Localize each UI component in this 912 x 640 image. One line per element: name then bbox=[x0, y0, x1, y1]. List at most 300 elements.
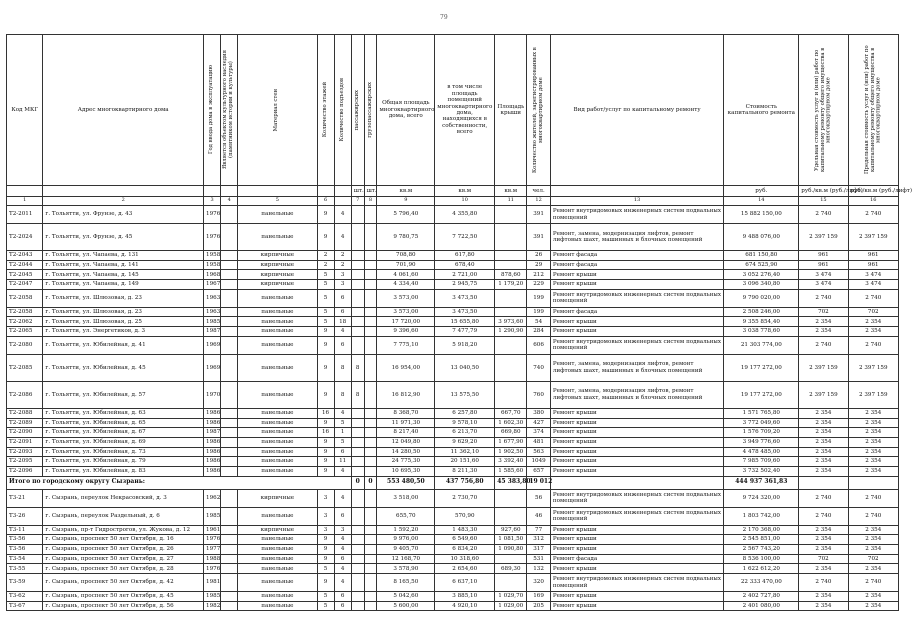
subtotal-empty bbox=[848, 476, 898, 489]
cell-code: Т3-67 bbox=[7, 601, 43, 611]
cell-code: Т2-2058 bbox=[7, 289, 43, 307]
cell-elev-cargo bbox=[364, 224, 377, 251]
cell-max-cost: 2 740 bbox=[848, 489, 898, 507]
cell-wall: панельные bbox=[238, 224, 317, 251]
cell-elev-pass bbox=[351, 545, 364, 555]
cell-wall: панельные bbox=[238, 437, 317, 447]
cell-work-type: Ремонт внутридомовых инженерных систем подвальных помещений bbox=[550, 489, 723, 507]
col-elev-cargo: грузопассажирских bbox=[364, 35, 377, 186]
table-row bbox=[7, 437, 899, 447]
cell-heritage bbox=[221, 280, 238, 290]
table-row bbox=[7, 260, 899, 270]
cell-address: г. Сызрань, проспект 50 лет Октября, д. 16 bbox=[43, 535, 204, 545]
cell-work-type: Ремонт крыши bbox=[550, 466, 723, 476]
units-cell-max-cost: руб./кв.м (руб./лифт) bbox=[848, 186, 898, 197]
cell-unit-cost: 2 740 bbox=[799, 507, 848, 525]
cell-elev-pass bbox=[351, 408, 364, 418]
index-cell-roof-area: 11 bbox=[495, 197, 527, 206]
cell-elev-pass bbox=[351, 574, 364, 592]
cell-year: 1976 bbox=[204, 564, 221, 574]
cell-wall: панельные bbox=[238, 574, 317, 592]
cell-elev-pass bbox=[351, 554, 364, 564]
cell-code: Т2-2095 bbox=[7, 457, 43, 467]
cell-res-area: 2 945,75 bbox=[435, 280, 495, 290]
cell-total-area: 3 573,00 bbox=[377, 307, 435, 317]
col-unit-cost: Удельная стоимость услуг и (или) работ по капитальному ремонту общего имущества в многоквартирном доме bbox=[799, 35, 848, 186]
cell-total-area: 3 518,00 bbox=[377, 489, 435, 507]
cell-unit-cost: 2 397 159 bbox=[799, 354, 848, 381]
cell-entrances: 4 bbox=[334, 224, 351, 251]
table-row bbox=[7, 307, 899, 317]
cell-year: 1986 bbox=[204, 457, 221, 467]
cell-floors: 5 bbox=[317, 592, 334, 602]
cell-elev-pass bbox=[351, 437, 364, 447]
cell-roof-area: 3 973,60 bbox=[495, 317, 527, 327]
cell-residents: 531 bbox=[527, 554, 551, 564]
units-cell-floors bbox=[317, 186, 334, 197]
cell-work-type: Ремонт внутридомовых инженерных систем подвальных помещений bbox=[550, 206, 723, 224]
cell-address: г. Тольятти, ул. Фрунзе, д. 43 bbox=[43, 206, 204, 224]
cell-roof-area: 1 029,00 bbox=[495, 601, 527, 611]
cell-res-area: 2 730,70 bbox=[435, 489, 495, 507]
cell-max-cost: 3 474 bbox=[848, 280, 898, 290]
cell-year: 1967 bbox=[204, 280, 221, 290]
cell-code: Т2-2044 bbox=[7, 260, 43, 270]
cell-code: Т2-2089 bbox=[7, 418, 43, 428]
cell-wall: кирпичные bbox=[238, 260, 317, 270]
cell-wall: кирпичные bbox=[238, 251, 317, 261]
cell-address: г. Сызрань, проспект 50 лет Октября, д. 28 bbox=[43, 564, 204, 574]
cell-heritage bbox=[221, 327, 238, 337]
cell-cost: 22 333 470,00 bbox=[724, 574, 799, 592]
cell-work-type: Ремонт, замена, модернизация лифтов, ремонт лифтовых шахт, машинных и блочных помещений bbox=[550, 381, 723, 408]
cell-unit-cost: 2 354 bbox=[799, 428, 848, 438]
subtotal-label: Итого по городскому округу Сызрань: bbox=[7, 476, 352, 489]
cell-floors: 9 bbox=[317, 437, 334, 447]
cell-unit-cost: 3 474 bbox=[799, 280, 848, 290]
col-wall: Материал стен bbox=[238, 35, 317, 186]
cell-elev-cargo bbox=[364, 381, 377, 408]
cell-work-type: Ремонт крыши bbox=[550, 601, 723, 611]
cell-heritage bbox=[221, 574, 238, 592]
subtotal-residents: 19 012 bbox=[527, 476, 551, 489]
cell-heritage bbox=[221, 564, 238, 574]
cell-elev-pass bbox=[351, 457, 364, 467]
units-cell-work-type bbox=[550, 186, 723, 197]
cell-entrances: 4 bbox=[334, 408, 351, 418]
cell-wall: панельные bbox=[238, 418, 317, 428]
cell-residents: 427 bbox=[527, 418, 551, 428]
cell-work-type: Ремонт крыши bbox=[550, 428, 723, 438]
cell-heritage bbox=[221, 224, 238, 251]
cell-total-area: 24 775,30 bbox=[377, 457, 435, 467]
cell-max-cost: 2 397 159 bbox=[848, 354, 898, 381]
cell-year: 1958 bbox=[204, 251, 221, 261]
col-entrances: Количество подъездов bbox=[334, 35, 351, 186]
cell-cost: 674 525,90 bbox=[724, 260, 799, 270]
cell-cost: 1 571 765,80 bbox=[724, 408, 799, 418]
cell-heritage bbox=[221, 260, 238, 270]
cell-res-area: 6 834,20 bbox=[435, 545, 495, 555]
cell-residents: 563 bbox=[527, 447, 551, 457]
cell-entrances: 3 bbox=[334, 525, 351, 535]
cell-elev-pass bbox=[351, 280, 364, 290]
cell-total-area: 9 396,60 bbox=[377, 327, 435, 337]
cell-code: Т3-56 bbox=[7, 535, 43, 545]
cell-code: Т3-11 bbox=[7, 525, 43, 535]
cell-address: г. Тольятти, ул. Фрунзе, д. 45 bbox=[43, 224, 204, 251]
units-cell-residents: чел. bbox=[527, 186, 551, 197]
cell-wall: панельные bbox=[238, 545, 317, 555]
cell-entrances: 6 bbox=[334, 592, 351, 602]
cell-elev-pass bbox=[351, 289, 364, 307]
cell-heritage bbox=[221, 535, 238, 545]
cell-total-area: 16 954,00 bbox=[377, 354, 435, 381]
cell-heritage bbox=[221, 354, 238, 381]
cell-cost: 1 576 709,20 bbox=[724, 428, 799, 438]
table-row bbox=[7, 317, 899, 327]
cell-elev-pass bbox=[351, 251, 364, 261]
cell-floors: 9 bbox=[317, 206, 334, 224]
cell-max-cost: 961 bbox=[848, 260, 898, 270]
cell-residents: 740 bbox=[527, 354, 551, 381]
cell-roof-area: 3 392,40 bbox=[495, 457, 527, 467]
index-cell-total-area: 9 bbox=[377, 197, 435, 206]
cell-unit-cost: 2 354 bbox=[799, 601, 848, 611]
col-residents: Количество жителей, зарегистрированных в многоквартирном доме bbox=[527, 35, 551, 186]
table-row bbox=[7, 270, 899, 280]
cell-elev-pass bbox=[351, 317, 364, 327]
cell-total-area: 4 334,40 bbox=[377, 280, 435, 290]
cell-floors: 9 bbox=[317, 327, 334, 337]
cell-residents: 374 bbox=[527, 428, 551, 438]
cell-floors: 5 bbox=[317, 601, 334, 611]
cell-res-area: 6 637,10 bbox=[435, 574, 495, 592]
cell-elev-cargo bbox=[364, 307, 377, 317]
cell-roof-area bbox=[495, 507, 527, 525]
cell-elev-pass bbox=[351, 206, 364, 224]
cell-max-cost: 2 740 bbox=[848, 507, 898, 525]
cell-address: г. Сызрань, пр-т Гидрострогов, ул. Жукова, д. 12 bbox=[43, 525, 204, 535]
cell-floors: 9 bbox=[317, 535, 334, 545]
table-row bbox=[7, 381, 899, 408]
cell-residents: 132 bbox=[527, 564, 551, 574]
cell-code: Т2-2090 bbox=[7, 428, 43, 438]
cell-floors: 5 bbox=[317, 280, 334, 290]
cell-entrances: 5 bbox=[334, 437, 351, 447]
cell-res-area: 2 654,60 bbox=[435, 564, 495, 574]
table-row bbox=[7, 428, 899, 438]
cell-elev-pass bbox=[351, 428, 364, 438]
cell-work-type: Ремонт внутридомовых инженерных систем подвальных помещений bbox=[550, 289, 723, 307]
cell-work-type: Ремонт крыши bbox=[550, 280, 723, 290]
index-cell-max-cost: 16 bbox=[848, 197, 898, 206]
cell-elev-cargo bbox=[364, 466, 377, 476]
cell-code: Т2-2045 bbox=[7, 270, 43, 280]
cell-code: Т2-2088 bbox=[7, 408, 43, 418]
cell-elev-cargo bbox=[364, 408, 377, 418]
cell-heritage bbox=[221, 428, 238, 438]
col-cost: Стоимость капитального ремонта bbox=[724, 35, 799, 186]
cell-wall: панельные bbox=[238, 554, 317, 564]
cell-roof-area bbox=[495, 336, 527, 354]
cell-res-area: 678,40 bbox=[435, 260, 495, 270]
cell-residents: 56 bbox=[527, 489, 551, 507]
cell-cost: 3 038 778,60 bbox=[724, 327, 799, 337]
cell-max-cost: 2 397 159 bbox=[848, 381, 898, 408]
cell-heritage bbox=[221, 206, 238, 224]
cell-unit-cost: 2 740 bbox=[799, 574, 848, 592]
cell-work-type: Ремонт фасада bbox=[550, 307, 723, 317]
cell-year: 1987 bbox=[204, 327, 221, 337]
cell-floors: 16 bbox=[317, 408, 334, 418]
cell-max-cost: 2 354 bbox=[848, 601, 898, 611]
cell-work-type: Ремонт крыши bbox=[550, 437, 723, 447]
cell-total-area: 655,70 bbox=[377, 507, 435, 525]
table-row bbox=[7, 206, 899, 224]
cell-address: г. Тольятти, ул. Юбилейная, д. 83 bbox=[43, 466, 204, 476]
col-max-cost: Предельная стоимость услуг и (или) работ по капитальному ремонту общего имущества в многоквартирном доме bbox=[848, 35, 898, 186]
cell-entrances: 3 bbox=[334, 270, 351, 280]
cell-residents: 391 bbox=[527, 224, 551, 251]
cell-roof-area bbox=[495, 381, 527, 408]
cell-residents: 312 bbox=[527, 535, 551, 545]
index-cell-address: 2 bbox=[43, 197, 204, 206]
cell-roof-area bbox=[495, 224, 527, 251]
cell-elev-cargo bbox=[364, 447, 377, 457]
cell-heritage bbox=[221, 525, 238, 535]
cell-res-area: 8 211,30 bbox=[435, 466, 495, 476]
cell-entrances: 6 bbox=[334, 336, 351, 354]
cell-roof-area: 878,60 bbox=[495, 270, 527, 280]
table-row bbox=[7, 592, 899, 602]
cell-max-cost: 2 354 bbox=[848, 525, 898, 535]
cell-wall: панельные bbox=[238, 564, 317, 574]
cell-floors: 9 bbox=[317, 224, 334, 251]
units-cell-cost: руб. bbox=[724, 186, 799, 197]
table-row bbox=[7, 447, 899, 457]
cell-address: г. Тольятти, ул. Чапаева, д. 145 bbox=[43, 270, 204, 280]
cell-elev-pass bbox=[351, 260, 364, 270]
cell-elev-pass bbox=[351, 224, 364, 251]
cell-elev-cargo bbox=[364, 251, 377, 261]
cell-unit-cost: 2 354 bbox=[799, 408, 848, 418]
cell-wall: панельные bbox=[238, 447, 317, 457]
cell-code: Т3-56 bbox=[7, 545, 43, 555]
cell-entrances: 4 bbox=[334, 206, 351, 224]
table-row bbox=[7, 327, 899, 337]
cell-elev-cargo bbox=[364, 457, 377, 467]
cell-address: г. Тольятти, ул. Чапаева, д. 149 bbox=[43, 280, 204, 290]
cell-heritage bbox=[221, 545, 238, 555]
cell-residents: 481 bbox=[527, 437, 551, 447]
cell-roof-area bbox=[495, 354, 527, 381]
cell-entrances: 1 bbox=[334, 428, 351, 438]
cell-wall: кирпичные bbox=[238, 525, 317, 535]
cell-elev-pass bbox=[351, 507, 364, 525]
subtotal-elev-cargo: 0 bbox=[364, 476, 377, 489]
cell-max-cost: 702 bbox=[848, 307, 898, 317]
cell-cost: 9 488 076,00 bbox=[724, 224, 799, 251]
cell-elev-cargo bbox=[364, 601, 377, 611]
table-row bbox=[7, 224, 899, 251]
cell-unit-cost: 2 740 bbox=[799, 336, 848, 354]
cell-residents: 29 bbox=[527, 260, 551, 270]
cell-year: 1968 bbox=[204, 270, 221, 280]
cell-entrances: 6 bbox=[334, 601, 351, 611]
index-cell-work-type: 13 bbox=[550, 197, 723, 206]
cell-unit-cost: 2 354 bbox=[799, 457, 848, 467]
cell-work-type: Ремонт крыши bbox=[550, 457, 723, 467]
units-cell-heritage bbox=[221, 186, 238, 197]
cell-address: г. Тольятти, ул. Юбилейная, д. 73 bbox=[43, 447, 204, 457]
cell-elev-cargo bbox=[364, 545, 377, 555]
cell-cost: 19 177 272,00 bbox=[724, 354, 799, 381]
cell-total-area: 1 592,20 bbox=[377, 525, 435, 535]
index-row bbox=[7, 197, 899, 206]
cell-max-cost: 2 354 bbox=[848, 592, 898, 602]
cell-unit-cost: 3 474 bbox=[799, 270, 848, 280]
cell-code: Т2-2065 bbox=[7, 327, 43, 337]
cell-res-area: 6 257,80 bbox=[435, 408, 495, 418]
cell-work-type: Ремонт крыши bbox=[550, 535, 723, 545]
cell-residents: 229 bbox=[527, 280, 551, 290]
cell-address: г. Тольятти, ул. Энергетиков, д. 3 bbox=[43, 327, 204, 337]
header-row bbox=[7, 35, 899, 186]
cell-year: 1958 bbox=[204, 260, 221, 270]
cell-unit-cost: 2 354 bbox=[799, 466, 848, 476]
cell-unit-cost: 2 354 bbox=[799, 437, 848, 447]
cell-cost: 2 170 368,00 bbox=[724, 525, 799, 535]
cell-cost: 1 622 612,20 bbox=[724, 564, 799, 574]
cell-entrances: 6 bbox=[334, 307, 351, 317]
subtotal-empty bbox=[799, 476, 848, 489]
cell-year: 1987 bbox=[204, 428, 221, 438]
cell-cost: 8 536 100,00 bbox=[724, 554, 799, 564]
cell-total-area: 11 971,30 bbox=[377, 418, 435, 428]
cell-total-area: 5 796,40 bbox=[377, 206, 435, 224]
cell-wall: панельные bbox=[238, 592, 317, 602]
subtotal-res-area: 437 756,80 bbox=[435, 476, 495, 489]
table-row bbox=[7, 457, 899, 467]
cell-code: Т3-59 bbox=[7, 574, 43, 592]
units-cell-elev-pass: шт. bbox=[351, 186, 364, 197]
cell-floors: 9 bbox=[317, 336, 334, 354]
cell-entrances: 6 bbox=[334, 289, 351, 307]
cell-total-area: 9 405,70 bbox=[377, 545, 435, 555]
cell-entrances: 2 bbox=[334, 251, 351, 261]
cell-residents: 199 bbox=[527, 307, 551, 317]
cell-total-area: 5 042,60 bbox=[377, 592, 435, 602]
cell-unit-cost: 702 bbox=[799, 307, 848, 317]
cell-cost: 3 096 340,80 bbox=[724, 280, 799, 290]
cell-address: г. Сызрань, проспект 50 лет Октября, д. 42 bbox=[43, 574, 204, 592]
cell-unit-cost: 2 354 bbox=[799, 592, 848, 602]
cell-residents: 391 bbox=[527, 206, 551, 224]
cell-code: Т2-2058 bbox=[7, 307, 43, 317]
cell-address: г. Сызрань, проспект 50 лет Октября, д. 45 bbox=[43, 592, 204, 602]
cell-cost: 9 355 854,40 bbox=[724, 317, 799, 327]
cell-res-area: 9 629,20 bbox=[435, 437, 495, 447]
cell-res-area: 15 655,80 bbox=[435, 317, 495, 327]
cell-roof-area: 927,60 bbox=[495, 525, 527, 535]
cell-address: г. Тольятти, ул. Чапаева, д. 141 bbox=[43, 260, 204, 270]
index-cell-res-area: 10 bbox=[435, 197, 495, 206]
table-row bbox=[7, 554, 899, 564]
cell-max-cost: 2 354 bbox=[848, 447, 898, 457]
cell-year: 1986 bbox=[204, 466, 221, 476]
cell-residents: 54 bbox=[527, 317, 551, 327]
cell-elev-cargo bbox=[364, 564, 377, 574]
table-row bbox=[7, 280, 899, 290]
cell-work-type: Ремонт крыши bbox=[550, 592, 723, 602]
cell-total-area: 708,80 bbox=[377, 251, 435, 261]
cell-year: 1962 bbox=[204, 489, 221, 507]
cell-unit-cost: 2 740 bbox=[799, 289, 848, 307]
cell-heritage bbox=[221, 336, 238, 354]
cell-code: Т2-2086 bbox=[7, 381, 43, 408]
cell-floors: 16 bbox=[317, 428, 334, 438]
cell-work-type: Ремонт фасада bbox=[550, 554, 723, 564]
cell-total-area: 3 578,90 bbox=[377, 564, 435, 574]
cell-max-cost: 2 354 bbox=[848, 317, 898, 327]
cell-wall: панельные bbox=[238, 428, 317, 438]
cell-code: Т3-62 bbox=[7, 592, 43, 602]
cell-code: Т2-2091 bbox=[7, 437, 43, 447]
cell-elev-cargo bbox=[364, 592, 377, 602]
cell-elev-pass bbox=[351, 327, 364, 337]
col-year: Год ввода дома в эксплуатацию bbox=[204, 35, 221, 186]
units-cell-address bbox=[43, 186, 204, 197]
cell-roof-area: 1 029,70 bbox=[495, 592, 527, 602]
table-row bbox=[7, 525, 899, 535]
cell-total-area: 701,90 bbox=[377, 260, 435, 270]
table-row bbox=[7, 564, 899, 574]
cell-work-type: Ремонт внутридомовых инженерных систем подвальных помещений bbox=[550, 336, 723, 354]
cell-elev-cargo bbox=[364, 280, 377, 290]
cell-max-cost: 2 354 bbox=[848, 408, 898, 418]
cell-floors: 9 bbox=[317, 457, 334, 467]
cell-wall: панельные bbox=[238, 307, 317, 317]
cell-total-area: 16 812,90 bbox=[377, 381, 435, 408]
cell-year: 1961 bbox=[204, 525, 221, 535]
cell-unit-cost: 2 354 bbox=[799, 525, 848, 535]
cell-residents: 26 bbox=[527, 251, 551, 261]
table-row bbox=[7, 418, 899, 428]
units-row bbox=[7, 186, 899, 197]
cell-unit-cost: 2 354 bbox=[799, 317, 848, 327]
cell-address: г. Тольятти, ул. Юбилейная, д. 69 bbox=[43, 437, 204, 447]
units-cell-unit-cost: руб./кв.м (руб./лифт) bbox=[799, 186, 848, 197]
cell-entrances: 3 bbox=[334, 280, 351, 290]
cell-total-area: 3 573,00 bbox=[377, 289, 435, 307]
cell-code: Т2-2043 bbox=[7, 251, 43, 261]
cell-total-area: 10 695,30 bbox=[377, 466, 435, 476]
cell-roof-area bbox=[495, 574, 527, 592]
cell-year: 1985 bbox=[204, 507, 221, 525]
cell-elev-cargo bbox=[364, 289, 377, 307]
cell-entrances: 4 bbox=[334, 545, 351, 555]
units-cell-res-area: кв.м bbox=[435, 186, 495, 197]
cell-elev-pass bbox=[351, 466, 364, 476]
cell-cost: 4 478 485,00 bbox=[724, 447, 799, 457]
cell-roof-area bbox=[495, 260, 527, 270]
cell-year: 1976 bbox=[204, 224, 221, 251]
cell-elev-cargo bbox=[364, 535, 377, 545]
index-cell-elev-pass: 7 bbox=[351, 197, 364, 206]
col-floors: Количество этажей bbox=[317, 35, 334, 186]
table-row bbox=[7, 507, 899, 525]
